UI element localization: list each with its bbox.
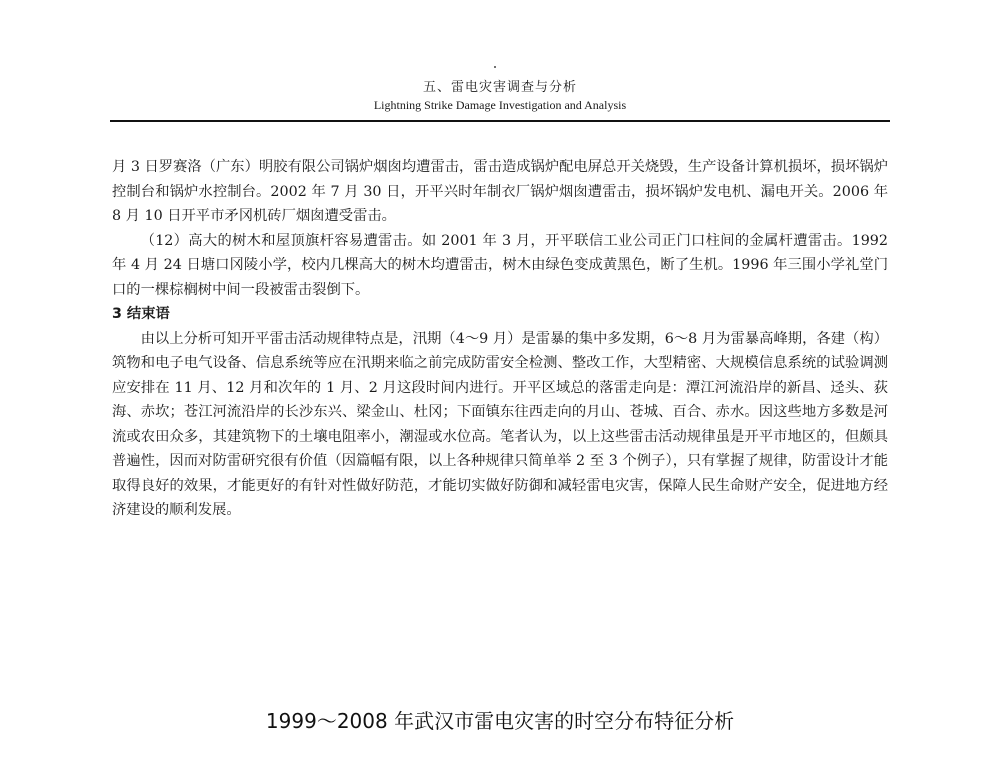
paragraph-continued: 月 3 日罗赛洛（广东）明胶有限公司锅炉烟囱均遭雷击，雷击造成锅炉配电屏总开关烧毁，生产设备计算机损坏，损坏锅炉控制台和锅炉水控制台。2002 年 7 月 30 日，开平兴时年制衣厂锅炉烟囱遭雷击，损坏锅炉发电机、漏电开关。2006 年 8 月 10 日开平市矛冈机砖厂烟囱遭受雷击。: [112, 159, 888, 224]
scan-speck: [494, 66, 496, 68]
article-body: [112, 155, 888, 523]
header-english-title: Lightning Strike Damage Investigation and Analysis: [373, 98, 627, 112]
next-article-title: 1999～2008 年武汉市雷电灾害的时空分布特征分析: [265, 709, 735, 733]
section-heading: 3 结束语: [112, 306, 170, 322]
paragraph-conclusion: 由以上分析可知开平雷击活动规律特点是，汛期（4～9 月）是雷暴的集中多发期，6～8 月为雷暴高峰期，各建（构）筑物和电子电气设备、信息系统等应在汛期来临之前完成防雷安全检测、整改工作，大型精密、大规模信息系统的试验调测应安排在 11 月、12 月和次年的 1 月、2 月这段时间内进行。开平区域总的落雷走向是：潭江河流沿岸的新昌、迳头、荻海、赤坎；苍江河流沿岸的长沙东兴、梁金山、杜冈；下面镇东往西走向的月山、苍城、百合、赤水。因这些地方多数是河流或农田众多，其建筑物下的土壤电阻率小，潮湿或水位高。笔者认为，以上这些雷击活动规律虽是开平市地区的，但颇具普遍性，因而对防雷研究很有价值（因篇幅有限，以上各种规律只简单举 2 至 3 个例子），只有掌握了规律，防雷设计才能取得良好的效果，才能更好的有针对性做好防范，才能切实做好防御和减轻雷电灾害，保障人民生命财产安全，促进地方经济建设的顺利发展。: [112, 330, 888, 518]
header-rule: [110, 120, 890, 122]
running-header: [110, 80, 890, 113]
paragraph-12: （12）高大的树木和屋顶旗杆容易遭雷击。如 2001 年 3 月，开平联信工业公司正门口柱间的金属杆遭雷击。1992 年 4 月 24 日塘口冈陵小学，校内几棵高大的树木均遭雷击，树木由绿色变成黄黑色，断了生机。1996 年三围小学礼堂门口的一棵棕榈树中间一段被雷击裂倒下。: [112, 232, 888, 298]
header-chinese-title: 五、雷电灾害调查与分析: [422, 80, 577, 95]
